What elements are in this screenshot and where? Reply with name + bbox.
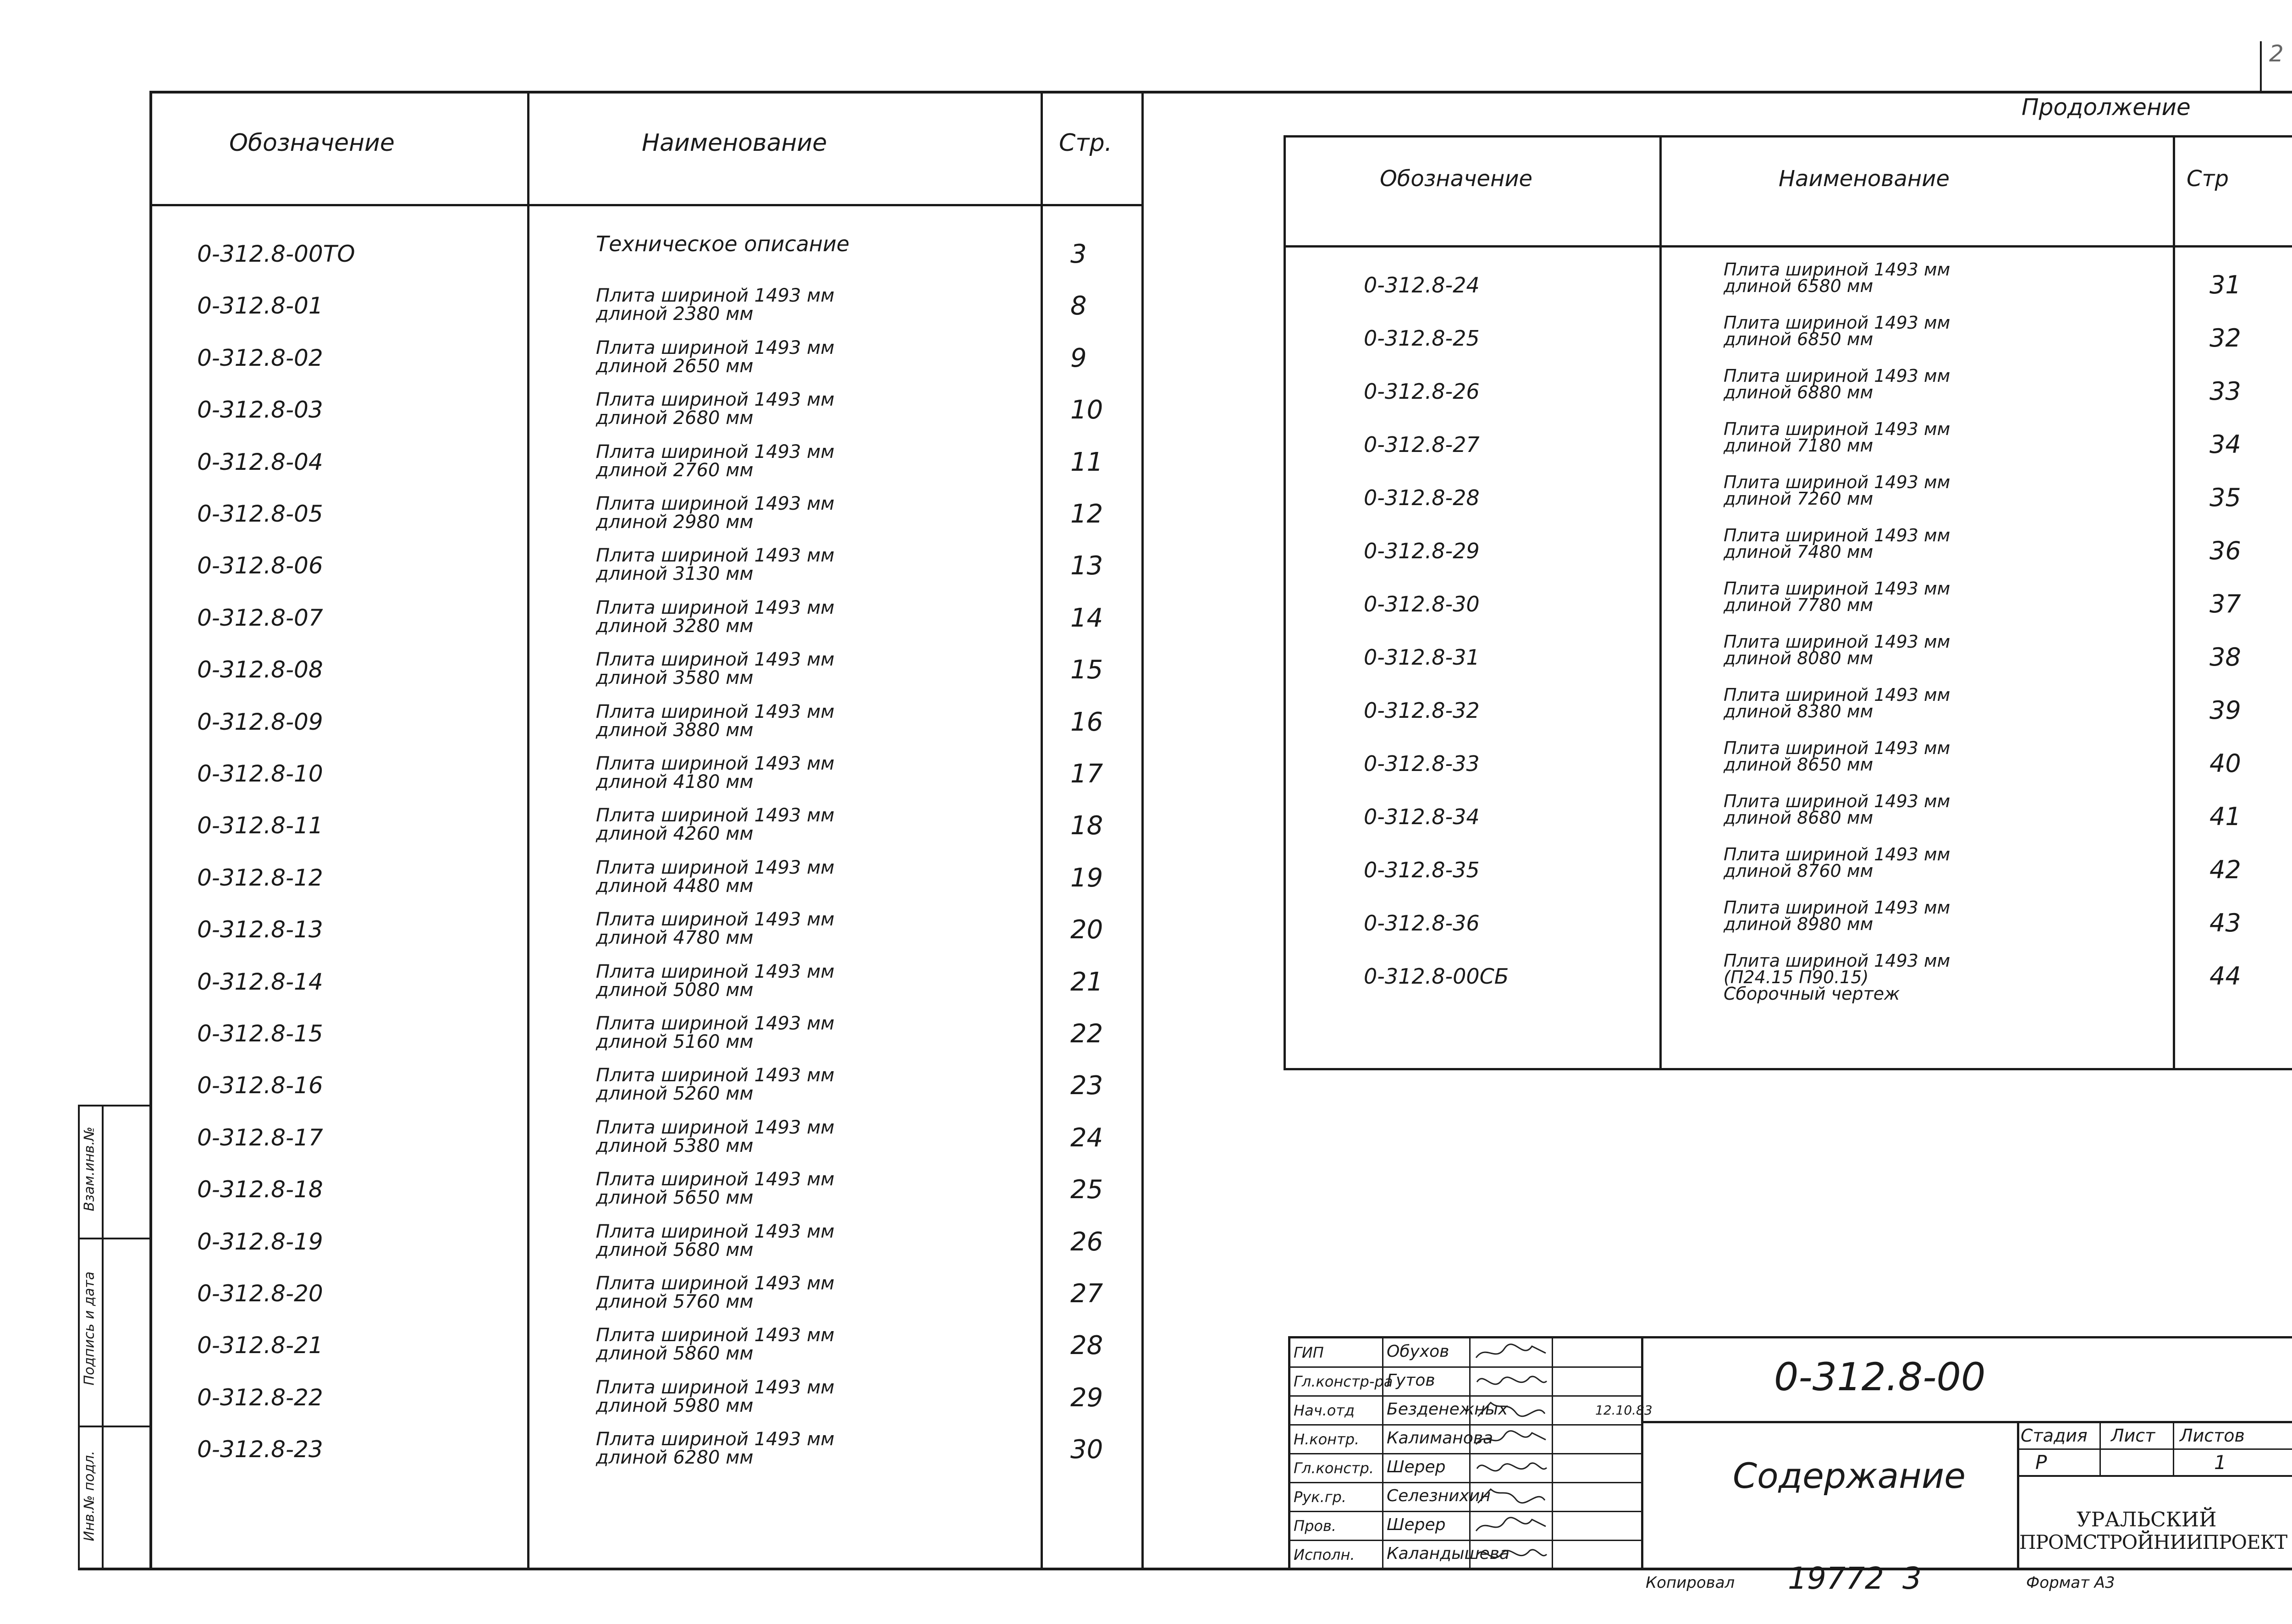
name-line: Плита шириной 1493 мм — [1724, 525, 1950, 545]
right-row-name — [1724, 633, 1950, 666]
name-line: Плита шириной 1493 мм — [1724, 738, 1950, 758]
name-line: Плита шириной 1493 мм — [596, 441, 835, 462]
tb-sig-name: Гутов — [1387, 1371, 1435, 1390]
left-row-page: 15 — [1070, 655, 1103, 685]
left-row-name — [596, 286, 834, 323]
right-row-name — [1724, 740, 1950, 773]
left-row-code: 0-312.8-00ТО — [197, 241, 355, 267]
name-line: длиной 2760 мм — [596, 459, 754, 481]
left-header-name: Наименование — [642, 129, 827, 157]
right-row-code: 0-312.8-28 — [1364, 485, 1480, 510]
left-row-name — [596, 546, 834, 583]
name-line: Плита шириной 1493 мм — [596, 285, 835, 307]
name-line: Плита шириной 1493 мм — [596, 1221, 835, 1242]
left-row-code: 0-312.8-13 — [197, 916, 323, 943]
tb-sig-name: Калиманова — [1387, 1429, 1493, 1448]
tb-sig-role: Рук.гр. — [1294, 1488, 1347, 1506]
tb-sig-role: Гл.констр-ра — [1294, 1373, 1393, 1390]
name-line: длиной 8680 мм — [1724, 808, 1873, 828]
name-line: длиной 7260 мм — [1724, 489, 1873, 509]
left-row-code: 0-312.8-21 — [197, 1332, 323, 1359]
name-line: Плита шириной 1493 мм — [1724, 844, 1950, 864]
left-row-code: 0-312.8-02 — [197, 344, 323, 371]
name-line: длиной 3880 мм — [596, 719, 754, 741]
name-line: Плита шириной 1493 мм — [596, 389, 835, 411]
name-line: длиной 4260 мм — [596, 823, 754, 845]
name-line: длиной 7180 мм — [1724, 435, 1873, 456]
name-line: длиной 3280 мм — [596, 615, 754, 637]
left-row-name — [596, 754, 834, 791]
signature-scribble-icon — [1472, 1339, 1550, 1365]
left-row-name — [596, 1326, 834, 1363]
left-row-code: 0-312.8-06 — [197, 552, 323, 579]
left-row-code: 0-312.8-05 — [197, 501, 323, 527]
name-line: Плита шириной 1493 мм — [1724, 632, 1950, 652]
name-line: длиной 5860 мм — [596, 1343, 754, 1365]
left-row-page: 19 — [1070, 863, 1103, 893]
right-row-page: 33 — [2209, 377, 2241, 406]
right-row-code: 0-312.8-00СБ — [1364, 964, 1509, 989]
left-row-page: 11 — [1070, 447, 1103, 477]
right-col2-line — [2173, 135, 2175, 1070]
left-row-code: 0-312.8-07 — [197, 604, 323, 631]
footer-copy-number: 19772 — [1788, 1561, 1884, 1596]
right-row-page: 36 — [2209, 536, 2241, 565]
left-row-page: 27 — [1070, 1279, 1103, 1309]
left-header-page: Стр. — [1059, 129, 1113, 157]
name-line: длиной 6280 мм — [596, 1447, 754, 1469]
name-line: Плита шириной 1493 мм — [596, 1013, 835, 1034]
name-line: длиной 8650 мм — [1724, 754, 1873, 775]
left-row-name — [596, 1066, 834, 1103]
name-line: длиной 5980 мм — [596, 1395, 754, 1416]
left-header-line — [151, 204, 1141, 206]
right-row-code: 0-312.8-31 — [1364, 645, 1480, 670]
left-row-page: 13 — [1070, 551, 1103, 581]
left-row-page: 20 — [1070, 915, 1103, 945]
left-row-name — [596, 1430, 834, 1467]
name-line: длиной 4180 мм — [596, 771, 754, 793]
name-line: длиной 6850 мм — [1724, 329, 1873, 349]
tb-sig-role: Гл.констр. — [1294, 1459, 1374, 1477]
right-row-page: 44 — [2209, 962, 2241, 991]
left-row-page: 12 — [1070, 499, 1103, 529]
right-row-code: 0-312.8-27 — [1364, 432, 1480, 457]
tb-sig-row-line — [1288, 1424, 1641, 1426]
name-line: Плита шириной 1493 мм — [596, 493, 835, 514]
name-line: длиной 6880 мм — [1724, 382, 1873, 402]
name-line: длиной 5760 мм — [596, 1291, 754, 1312]
left-row-code: 0-312.8-11 — [197, 812, 323, 839]
right-table-left — [1284, 135, 1286, 1070]
left-row-name — [596, 495, 834, 531]
left-row-code: 0-312.8-03 — [197, 396, 323, 424]
tb-designation: 0-312.8-00 — [1774, 1354, 1986, 1399]
tb-sig-name: Шерер — [1387, 1458, 1446, 1476]
name-line: Плита шириной 1493 мм — [596, 1117, 835, 1138]
signature-scribble-icon — [1472, 1426, 1550, 1452]
left-row-page: 29 — [1070, 1382, 1103, 1413]
left-col2-line — [1041, 92, 1043, 1569]
right-row-code: 0-312.8-29 — [1364, 539, 1480, 563]
name-line: Плита шириной 1493 мм — [596, 1169, 835, 1190]
left-row-code: 0-312.8-09 — [197, 708, 323, 735]
tb-sig-row-line — [1288, 1366, 1641, 1368]
name-line: Плита шириной 1493 мм — [1724, 313, 1950, 333]
side-replaced-inv: Взам.инв.№ — [81, 1126, 98, 1211]
right-row-code: 0-312.8-32 — [1364, 698, 1480, 723]
right-row-name — [1724, 261, 1950, 294]
tb-sig-row-line — [1288, 1511, 1641, 1512]
tb-org-line1: УРАЛЬСКИЙ — [2077, 1508, 2217, 1531]
name-line: Плита шириной 1493 мм — [596, 1429, 835, 1450]
left-row-name — [596, 339, 834, 375]
footer-copy-sheet: 3 — [1902, 1561, 1922, 1596]
tb-stage-label: Стадия — [2021, 1426, 2088, 1446]
signature-scribble-icon — [1472, 1541, 1550, 1567]
tb-sig-role: Нач.отд — [1294, 1402, 1355, 1419]
name-line: Техническое описание — [596, 231, 850, 256]
left-row-name — [596, 910, 834, 947]
right-row-name — [1724, 952, 1950, 1002]
right-row-code: 0-312.8-35 — [1364, 858, 1480, 882]
name-line: длиной 5160 мм — [596, 1031, 754, 1052]
left-row-name — [596, 1378, 834, 1415]
side-stamp-outer — [78, 1105, 80, 1569]
right-row-page: 41 — [2209, 802, 2241, 831]
name-line: Плита шириной 1493 мм — [596, 337, 835, 358]
right-row-name — [1724, 580, 1950, 613]
left-row-name — [596, 443, 834, 479]
tb-title: Содержание — [1733, 1455, 1966, 1496]
name-line: Плита шириной 1493 мм — [596, 1065, 835, 1086]
right-row-code: 0-312.8-25 — [1364, 326, 1480, 351]
right-row-page: 40 — [2209, 749, 2241, 778]
left-row-name — [596, 391, 834, 427]
tb-stage-row1 — [2017, 1448, 2292, 1450]
side-stamp-inner — [102, 1105, 104, 1569]
name-line: Плита шириной 1493 мм — [596, 753, 835, 774]
name-line: Плита шириной 1493 мм — [1724, 259, 1950, 280]
name-line: Плита шириной 1493 мм — [1724, 951, 1950, 971]
left-row-page: 14 — [1070, 603, 1103, 633]
name-line: Плита шириной 1493 мм — [1724, 685, 1950, 705]
signature-scribble-icon — [1472, 1513, 1550, 1538]
continuation-label: Продолжение — [2022, 94, 2191, 121]
right-row-code: 0-312.8-34 — [1364, 804, 1480, 829]
left-row-page: 8 — [1070, 291, 1087, 321]
name-line: длиной 5080 мм — [596, 979, 754, 1001]
side-stamp-top — [78, 1105, 151, 1107]
name-line: длиной 5680 мм — [596, 1239, 754, 1261]
left-row-code: 0-312.8-17 — [197, 1124, 323, 1151]
right-col1-line — [1659, 135, 1662, 1070]
side-inv-no: Инв.№ подл. — [81, 1451, 98, 1541]
tb-sig-row-line — [1288, 1453, 1641, 1454]
tb-sig-role: Пров. — [1294, 1517, 1336, 1535]
left-row-name — [596, 1118, 834, 1155]
right-row-page: 31 — [2209, 270, 2241, 299]
right-table-top — [1284, 135, 2292, 138]
name-line: Плита шириной 1493 мм — [1724, 366, 1950, 386]
left-row-name — [596, 650, 834, 687]
right-row-page: 42 — [2209, 855, 2241, 884]
right-row-name — [1724, 314, 1950, 347]
name-line: длиной 3580 мм — [596, 667, 754, 689]
right-row-name — [1724, 793, 1950, 826]
left-row-page: 10 — [1070, 395, 1103, 425]
left-row-page: 21 — [1070, 967, 1103, 997]
name-line: длиной 2380 мм — [596, 303, 754, 325]
name-line: длиной 4480 мм — [596, 875, 754, 897]
name-line: Плита шириной 1493 мм — [596, 597, 835, 618]
tb-top — [1288, 1336, 2292, 1338]
left-row-page: 24 — [1070, 1123, 1103, 1153]
right-row-page: 34 — [2209, 430, 2241, 459]
name-line: длиной 2650 мм — [596, 355, 754, 377]
right-row-page: 43 — [2209, 908, 2241, 937]
name-line: длиной 2680 мм — [596, 407, 754, 429]
footer-format-label: Формат А3 — [2026, 1574, 2115, 1592]
left-row-name — [596, 599, 834, 635]
page-number: 2 — [2269, 40, 2284, 67]
left-row-page: 17 — [1070, 759, 1103, 789]
right-table-bottom — [1284, 1068, 2292, 1070]
signature-scribble-icon — [1472, 1368, 1550, 1394]
left-col3-line — [1141, 92, 1144, 1569]
tb-stage-value: Р — [2035, 1451, 2047, 1474]
left-row-page: 22 — [1070, 1019, 1103, 1049]
name-line: длиной 8760 мм — [1724, 861, 1873, 881]
right-row-name — [1724, 846, 1950, 879]
side-sign-date: Подпись и дата — [81, 1272, 98, 1386]
right-row-name — [1724, 474, 1950, 507]
right-header-name: Наименование — [1779, 166, 1950, 192]
left-row-code: 0-312.8-14 — [197, 968, 323, 995]
left-row-page: 25 — [1070, 1175, 1103, 1205]
left-row-page: 28 — [1070, 1331, 1103, 1361]
left-row-name — [596, 806, 834, 843]
tb-sig-name: Безденежных — [1387, 1400, 1508, 1419]
name-line: длиной 8980 мм — [1724, 914, 1873, 934]
left-row-code: 0-312.8-20 — [197, 1280, 323, 1307]
tb-sig-name: Селезнихин — [1387, 1486, 1491, 1505]
name-line: Плита шириной 1493 мм — [1724, 419, 1950, 439]
tb-sig-col4 — [1641, 1336, 1643, 1570]
signature-scribble-icon — [1472, 1455, 1550, 1481]
left-header-designation: Обозначение — [229, 129, 395, 157]
left-row-code: 0-312.8-08 — [197, 656, 323, 683]
name-line: Плита шириной 1493 мм — [596, 909, 835, 930]
left-row-code: 0-312.8-10 — [197, 760, 323, 787]
side-stamp-div1 — [78, 1238, 151, 1239]
signature-scribble-icon — [1472, 1484, 1550, 1509]
corner-mark-v — [2260, 41, 2262, 92]
right-header-line — [1284, 245, 2292, 248]
tb-sheets-label: Листов — [2180, 1426, 2245, 1446]
name-line: (П24.15 П90.15) — [1724, 967, 1869, 987]
right-row-name — [1724, 899, 1950, 932]
right-row-name — [1724, 687, 1950, 720]
tb-sig-role: Н.контр. — [1294, 1431, 1360, 1448]
name-line: Плита шириной 1493 мм — [1724, 897, 1950, 918]
right-row-code: 0-312.8-36 — [1364, 911, 1480, 936]
left-row-name — [596, 1274, 834, 1311]
left-row-code: 0-312.8-01 — [197, 292, 323, 319]
left-row-code: 0-312.8-23 — [197, 1436, 323, 1463]
name-line: Плита шириной 1493 мм — [596, 701, 835, 722]
name-line: Плита шириной 1493 мм — [596, 961, 835, 982]
right-row-page: 39 — [2209, 696, 2241, 725]
right-row-page: 32 — [2209, 324, 2241, 352]
tb-sheet-label: Лист — [2111, 1426, 2155, 1446]
name-line: длиной 2980 мм — [596, 512, 754, 533]
left-row-code: 0-312.8-22 — [197, 1384, 323, 1411]
left-row-name — [596, 703, 834, 739]
left-row-name — [596, 963, 834, 999]
name-line: Плита шириной 1493 мм — [596, 805, 835, 826]
left-row-code: 0-312.8-15 — [197, 1020, 323, 1047]
right-row-name — [1724, 527, 1950, 560]
tb-stage-row2 — [2017, 1475, 2292, 1477]
right-row-name — [1724, 368, 1950, 401]
name-line: Плита шириной 1493 мм — [1724, 791, 1950, 811]
right-row-code: 0-312.8-33 — [1364, 751, 1480, 776]
footer-copied-label: Копировал — [1646, 1574, 1735, 1592]
name-line: Плита шириной 1493 мм — [596, 545, 835, 567]
name-line: Плита шириной 1493 мм — [596, 1325, 835, 1346]
tb-sig-name: Обухов — [1387, 1342, 1449, 1361]
left-row-page: 23 — [1070, 1071, 1103, 1101]
right-row-page: 38 — [2209, 643, 2241, 672]
name-line: Плита шириной 1493 мм — [596, 1376, 835, 1398]
tb-sig-row-line — [1288, 1540, 1641, 1541]
signature-scribble-icon — [1472, 1397, 1550, 1423]
tb-sig-row-line — [1288, 1395, 1641, 1397]
tb-date: 12.10.83 — [1595, 1403, 1653, 1418]
left-row-name — [596, 1222, 834, 1259]
name-line: Плита шириной 1493 мм — [596, 649, 835, 671]
right-row-page: 37 — [2209, 589, 2241, 618]
tb-org-line2: ПРОМСТРОЙНИИПРОЕКТ — [2019, 1531, 2287, 1553]
name-line: длиной 7780 мм — [1724, 595, 1873, 615]
right-row-code: 0-312.8-26 — [1364, 379, 1480, 404]
name-line: длиной 8080 мм — [1724, 648, 1873, 668]
left-row-page: 26 — [1070, 1227, 1103, 1257]
left-row-code: 0-312.8-19 — [197, 1228, 323, 1255]
tb-title-split — [1641, 1421, 2292, 1423]
right-header-page: Стр — [2187, 166, 2229, 192]
left-row-name — [596, 859, 834, 895]
tb-sig-name: Шерер — [1387, 1515, 1446, 1534]
left-row-code: 0-312.8-18 — [197, 1176, 323, 1203]
left-row-code: 0-312.8-04 — [197, 448, 323, 475]
right-header-designation: Обозначение — [1380, 166, 1533, 192]
name-line: длиной 5380 мм — [596, 1135, 754, 1156]
right-row-code: 0-312.8-30 — [1364, 592, 1480, 617]
name-line: Плита шириной 1493 мм — [1724, 472, 1950, 492]
left-row-code: 0-312.8-12 — [197, 864, 323, 891]
left-row-page: 18 — [1070, 811, 1103, 841]
frame-left — [149, 91, 152, 1570]
name-line: Плита шириной 1493 мм — [1724, 578, 1950, 599]
frame-bottom — [78, 1568, 2292, 1570]
tb-sig-role: ГИП — [1294, 1344, 1324, 1361]
right-row-page: 35 — [2209, 483, 2241, 512]
frame-top — [151, 91, 2292, 94]
left-row-code: 0-312.8-16 — [197, 1072, 323, 1099]
side-stamp-div2 — [78, 1426, 151, 1427]
left-row-page: 30 — [1070, 1435, 1103, 1465]
name-line: длиной 7480 мм — [1724, 542, 1873, 562]
left-row-name — [596, 231, 850, 256]
name-line: длиной 8380 мм — [1724, 701, 1873, 721]
name-line: длиной 6580 мм — [1724, 276, 1873, 296]
name-line: Плита шириной 1493 мм — [596, 857, 835, 878]
tb-sig-role: Исполн. — [1294, 1546, 1355, 1563]
name-line: длиной 5650 мм — [596, 1187, 754, 1209]
tb-sig-row-line — [1288, 1482, 1641, 1483]
right-row-name — [1724, 421, 1950, 454]
right-row-code: 0-312.8-24 — [1364, 273, 1480, 297]
tb-sheet-value: 1 — [2214, 1451, 2226, 1474]
tb-sig-name: Каландышева — [1387, 1544, 1510, 1563]
name-line: длиной 4780 мм — [596, 927, 754, 949]
left-row-page: 16 — [1070, 707, 1103, 737]
left-row-page: 3 — [1070, 239, 1087, 269]
name-line: длиной 5260 мм — [596, 1083, 754, 1105]
left-row-page: 9 — [1070, 343, 1087, 373]
left-row-name — [596, 1170, 834, 1207]
name-line: длиной 3130 мм — [596, 563, 754, 585]
name-line: Сборочный чертеж — [1724, 984, 1900, 1004]
name-line: Плита шириной 1493 мм — [596, 1273, 835, 1294]
left-col1-line — [527, 92, 529, 1569]
left-row-name — [596, 1014, 834, 1051]
